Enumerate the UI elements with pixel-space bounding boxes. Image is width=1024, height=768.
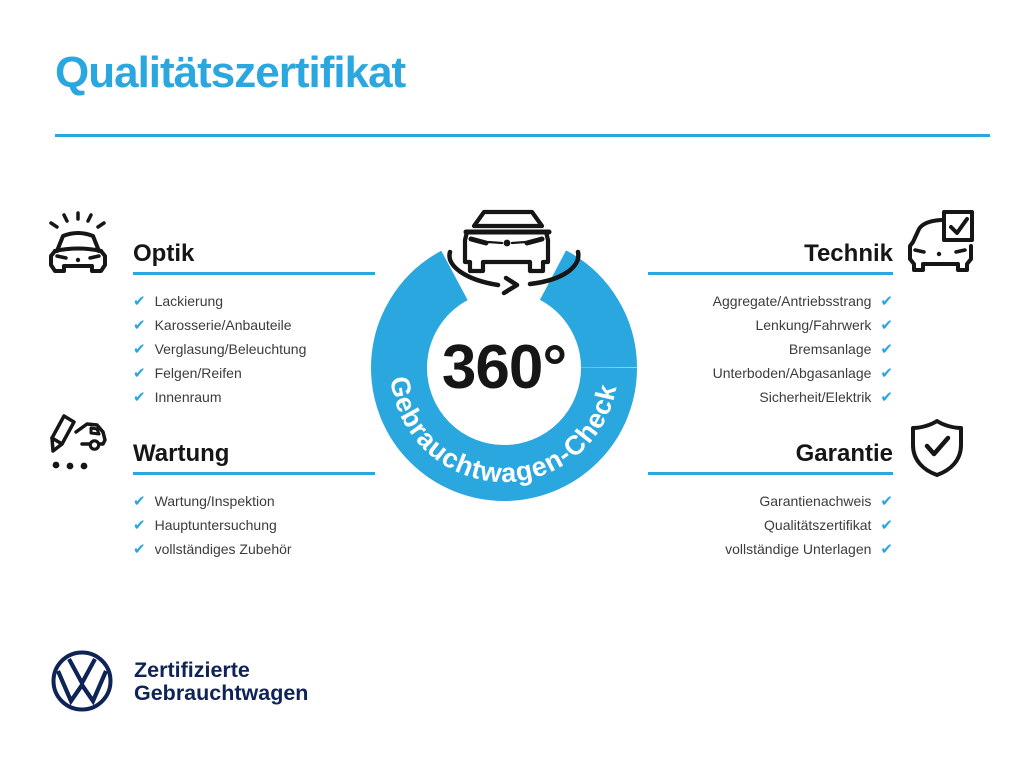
section-wartung-items xyxy=(133,489,375,561)
checklist-item-label: Innenraum xyxy=(154,389,222,405)
check-icon: ✔ xyxy=(880,291,893,310)
check-icon: ✔ xyxy=(880,539,893,558)
badge-ring-label: Gebrauchtwagen-Check xyxy=(384,373,623,489)
checklist-item xyxy=(133,337,375,361)
section-optik-items xyxy=(133,289,375,409)
check-icon: ✔ xyxy=(133,491,146,510)
checklist-item xyxy=(648,489,893,513)
checklist-item xyxy=(133,385,375,409)
checklist-item-label: Hauptuntersuchung xyxy=(154,517,277,533)
checklist-item-label: Garantienachweis xyxy=(759,493,872,509)
check-icon: ✔ xyxy=(133,515,146,534)
section-wartung-title: Wartung xyxy=(133,440,230,467)
section-garantie-title: Garantie xyxy=(795,440,893,467)
checklist-item xyxy=(648,337,893,361)
header-divider xyxy=(55,134,990,137)
vw-logo-icon xyxy=(50,649,114,713)
footer-brand-line1: Zertifizierte xyxy=(134,658,250,682)
checklist-item-label: vollständige Unterlagen xyxy=(725,541,872,557)
section-optik-title: Optik xyxy=(133,240,195,267)
car-checkbox-icon xyxy=(908,209,978,275)
service-checklist-icon xyxy=(44,408,110,474)
section-divider xyxy=(648,272,893,275)
badge-value: 360° xyxy=(441,333,567,402)
checklist-item-label: Felgen/Reifen xyxy=(154,365,242,381)
checklist-item-label: Sicherheit/Elektrik xyxy=(759,389,872,405)
checklist-item xyxy=(133,489,375,513)
section-garantie xyxy=(648,441,893,561)
section-technik xyxy=(648,241,893,409)
section-divider xyxy=(133,472,375,475)
checklist-item-label: vollständiges Zubehör xyxy=(154,541,292,557)
footer-brand xyxy=(134,659,308,705)
checklist-item xyxy=(648,537,893,561)
checklist-item-label: Unterboden/Abgasanlage xyxy=(712,365,872,381)
footer-brand-line2: Gebrauchtwagen xyxy=(134,681,309,705)
checklist-item-label: Wartung/Inspektion xyxy=(154,493,275,509)
page-title: Qualitätszertifikat xyxy=(55,48,406,97)
check-icon: ✔ xyxy=(880,491,893,510)
checklist-item xyxy=(648,289,893,313)
check-icon: ✔ xyxy=(133,387,146,406)
checklist-item-label: Aggregate/Antriebsstrang xyxy=(712,293,872,309)
check-icon: ✔ xyxy=(133,339,146,358)
check-icon: ✔ xyxy=(880,387,893,406)
checklist-item-label: Bremsanlage xyxy=(788,341,872,357)
check-icon: ✔ xyxy=(880,339,893,358)
section-technik-title: Technik xyxy=(804,240,893,267)
checklist-item xyxy=(133,361,375,385)
checklist-item xyxy=(133,513,375,537)
checklist-item-label: Lackierung xyxy=(154,293,224,309)
checklist-item xyxy=(648,361,893,385)
section-garantie-items xyxy=(648,489,893,561)
360-check-badge xyxy=(350,168,670,514)
checklist-item xyxy=(133,313,375,337)
checklist-item xyxy=(133,537,375,561)
checklist-item xyxy=(648,313,893,337)
section-optik xyxy=(133,241,375,409)
section-divider xyxy=(648,472,893,475)
checklist-item-label: Qualitätszertifikat xyxy=(764,517,872,533)
check-icon: ✔ xyxy=(133,291,146,310)
checklist-item xyxy=(133,289,375,313)
section-wartung xyxy=(133,441,375,561)
shiny-car-icon xyxy=(45,209,111,275)
check-icon: ✔ xyxy=(880,363,893,382)
checklist-item xyxy=(648,385,893,409)
section-technik-items xyxy=(648,289,893,409)
checklist-item xyxy=(648,513,893,537)
section-divider xyxy=(133,272,375,275)
checklist-item-label: Verglasung/Beleuchtung xyxy=(154,341,307,357)
check-icon: ✔ xyxy=(133,539,146,558)
check-icon: ✔ xyxy=(133,363,146,382)
check-icon: ✔ xyxy=(133,315,146,334)
shield-check-icon xyxy=(906,417,968,479)
check-icon: ✔ xyxy=(880,515,893,534)
check-icon: ✔ xyxy=(880,315,893,334)
checklist-item-label: Karosserie/Anbauteile xyxy=(154,317,292,333)
checklist-item-label: Lenkung/Fahrwerk xyxy=(755,317,872,333)
